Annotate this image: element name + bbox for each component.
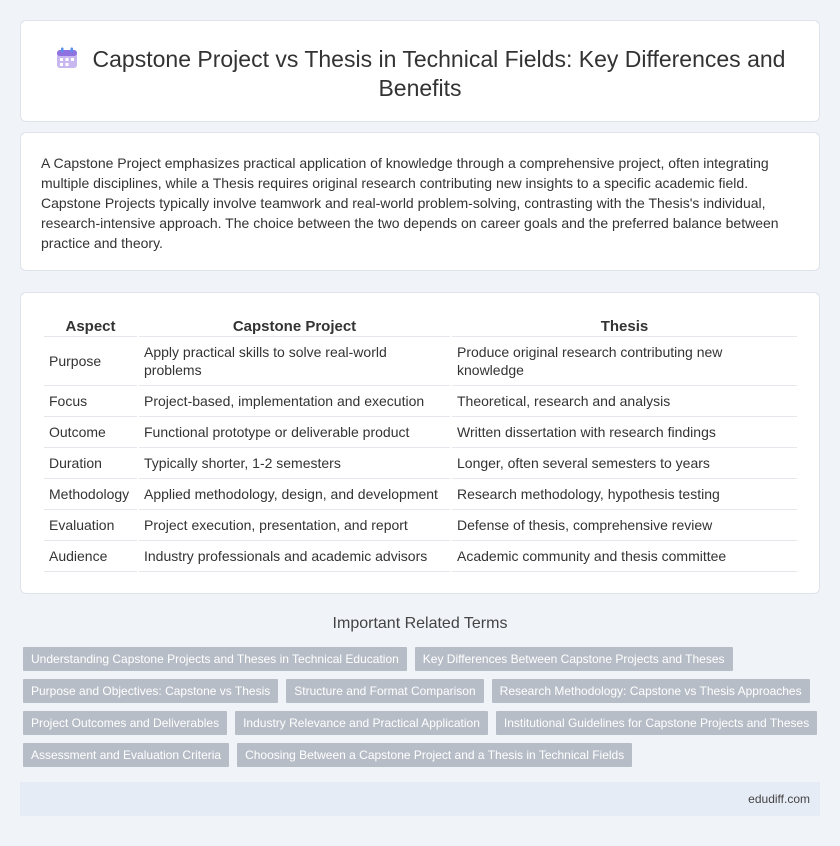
cell-thesis: Produce original research contributing new knowledge bbox=[452, 337, 797, 386]
related-term-link[interactable]: Purpose and Objectives: Capstone vs Thesis bbox=[23, 679, 278, 703]
related-terms-title: Important Related Terms bbox=[332, 615, 508, 632]
cell-aspect: Evaluation bbox=[44, 510, 137, 541]
header-aspect: Aspect bbox=[44, 314, 137, 337]
cell-aspect: Purpose bbox=[44, 337, 137, 386]
related-term-link[interactable]: Institutional Guidelines for Capstone Projects and Theses bbox=[496, 711, 817, 735]
header-capstone: Capstone Project bbox=[139, 314, 450, 337]
footer bbox=[20, 782, 820, 816]
related-term-link[interactable]: Structure and Format Comparison bbox=[286, 679, 483, 703]
page-title bbox=[21, 45, 819, 103]
table-row bbox=[44, 448, 797, 479]
table-row bbox=[44, 337, 797, 386]
related-term-link[interactable]: Key Differences Between Capstone Projects and Theses bbox=[415, 647, 733, 671]
intro-paragraph: A Capstone Project emphasizes practical application of knowledge through a comprehensive project, often integrating multiple disciplines, while a Thesis requires original research contributing new insights to a specific academic field. Capstone Projects typically involve teamwork and real-world problem-solving, contrasting with the Thesis's individual, research-intensive approach. The choice between the two depends on career goals and the preferred balance between practice and theory. bbox=[41, 155, 779, 251]
intro-card bbox=[20, 132, 820, 271]
cell-capstone: Typically shorter, 1-2 semesters bbox=[139, 448, 450, 479]
header-card bbox=[20, 20, 820, 122]
related-term-link[interactable]: Understanding Capstone Projects and Theses in Technical Education bbox=[23, 647, 407, 671]
table-row bbox=[44, 417, 797, 448]
comparison-table-card bbox=[20, 292, 820, 594]
cell-capstone: Project-based, implementation and execution bbox=[139, 386, 450, 417]
related-term-link[interactable]: Research Methodology: Capstone vs Thesis Approaches bbox=[492, 679, 810, 703]
related-term-link[interactable]: Choosing Between a Capstone Project and a Thesis in Technical Fields bbox=[237, 743, 632, 767]
table-row bbox=[44, 510, 797, 541]
header-thesis: Thesis bbox=[452, 314, 797, 337]
tag-row bbox=[23, 647, 823, 671]
related-term-link[interactable]: Project Outcomes and Deliverables bbox=[23, 711, 227, 735]
tag-row bbox=[23, 711, 823, 735]
cell-capstone: Industry professionals and academic advisors bbox=[139, 541, 450, 572]
cell-aspect: Outcome bbox=[44, 417, 137, 448]
table-row bbox=[44, 541, 797, 572]
cell-thesis: Defense of thesis, comprehensive review bbox=[452, 510, 797, 541]
cell-capstone: Applied methodology, design, and development bbox=[139, 479, 450, 510]
tag-row bbox=[23, 679, 823, 703]
cell-aspect: Methodology bbox=[44, 479, 137, 510]
calendar-icon bbox=[55, 46, 79, 70]
related-term-link[interactable]: Assessment and Evaluation Criteria bbox=[23, 743, 229, 767]
title-text: Capstone Project vs Thesis in Technical Fields: Key Differences and Benefits bbox=[92, 46, 786, 101]
comparison-table bbox=[42, 314, 799, 572]
related-term-link[interactable]: Industry Relevance and Practical Application bbox=[235, 711, 488, 735]
cell-thesis: Research methodology, hypothesis testing bbox=[452, 479, 797, 510]
table-row bbox=[44, 386, 797, 417]
cell-capstone: Functional prototype or deliverable product bbox=[139, 417, 450, 448]
tag-row bbox=[23, 743, 823, 767]
cell-thesis: Longer, often several semesters to years bbox=[452, 448, 797, 479]
cell-capstone: Apply practical skills to solve real-world problems bbox=[139, 337, 450, 386]
cell-aspect: Audience bbox=[44, 541, 137, 572]
cell-thesis: Academic community and thesis committee bbox=[452, 541, 797, 572]
table-row bbox=[44, 479, 797, 510]
related-terms-list bbox=[23, 647, 823, 775]
cell-aspect: Duration bbox=[44, 448, 137, 479]
cell-thesis: Written dissertation with research findings bbox=[452, 417, 797, 448]
cell-aspect: Focus bbox=[44, 386, 137, 417]
cell-thesis: Theoretical, research and analysis bbox=[452, 386, 797, 417]
cell-capstone: Project execution, presentation, and report bbox=[139, 510, 450, 541]
footer-site-link[interactable]: edudiff.com bbox=[748, 792, 810, 806]
